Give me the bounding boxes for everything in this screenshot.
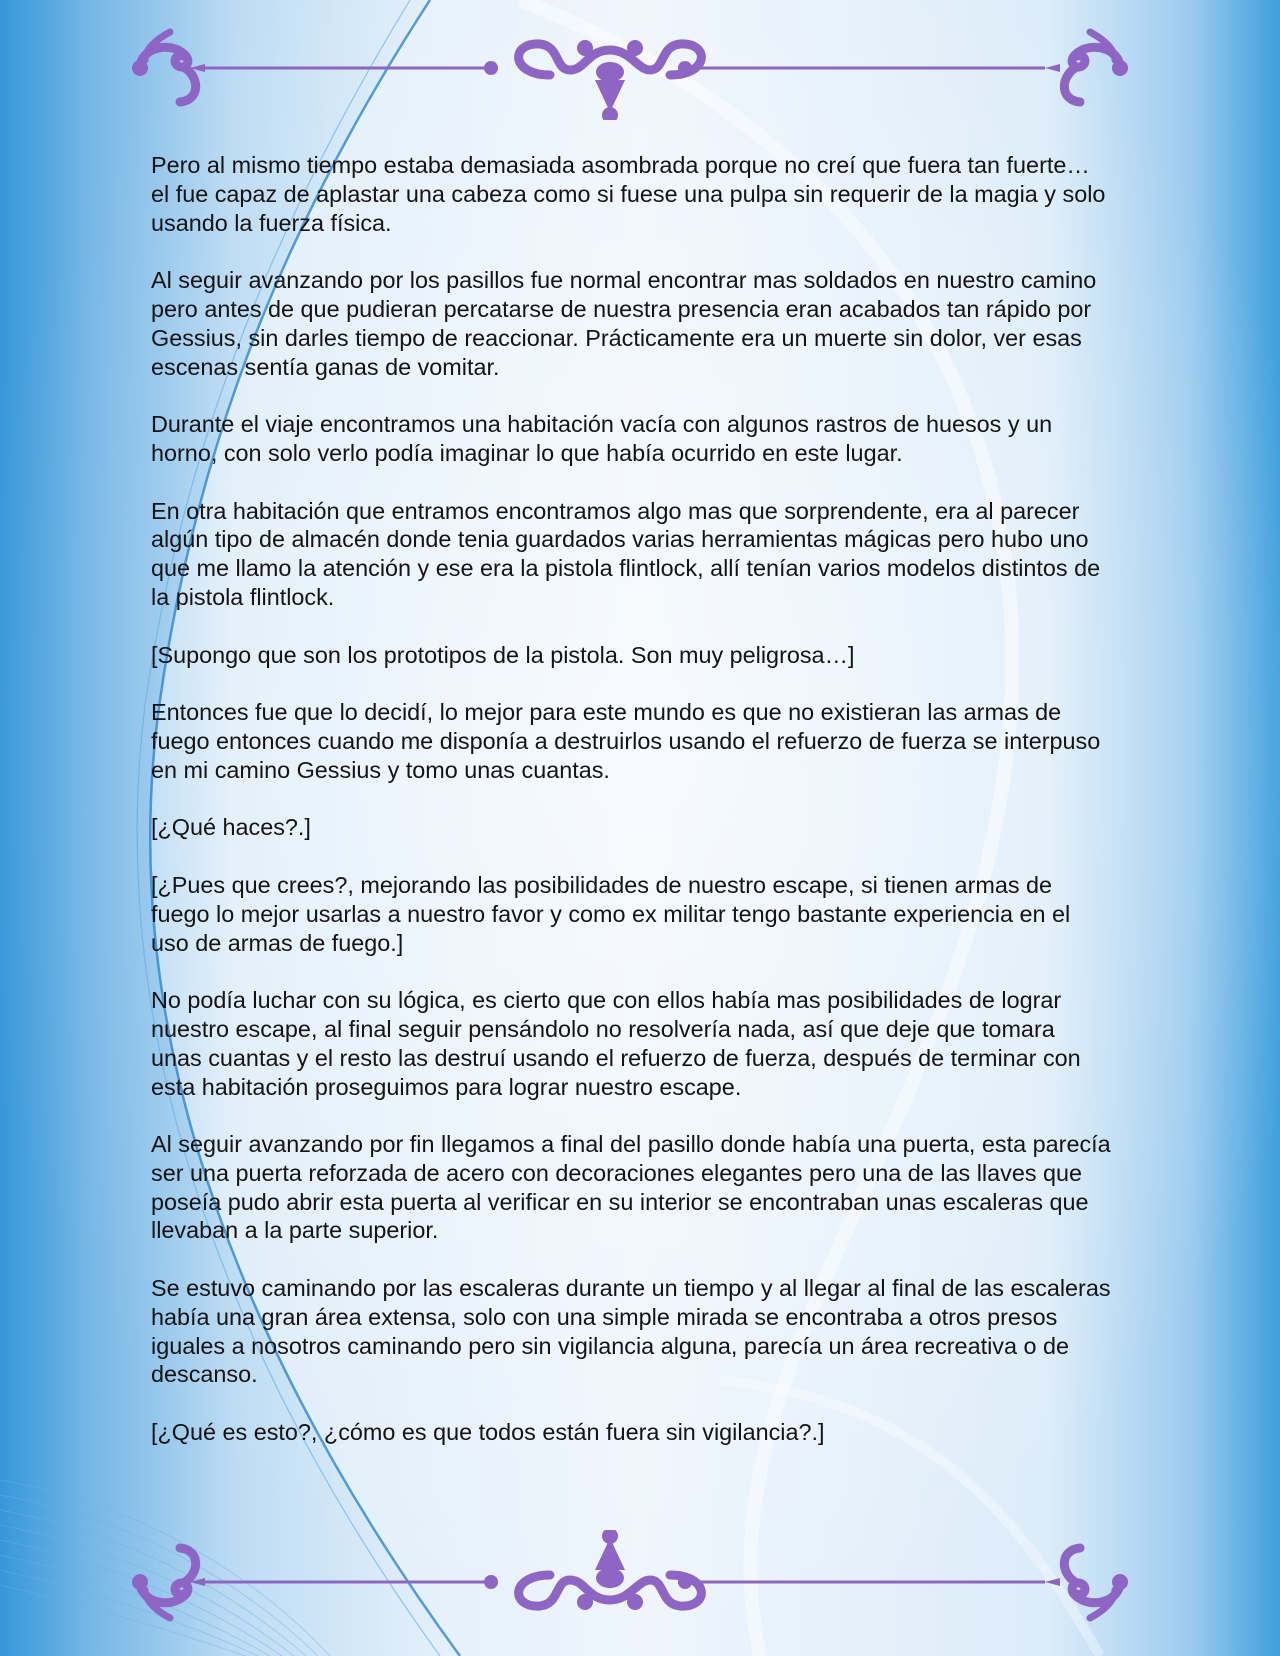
document-text-body <box>151 151 1111 1476</box>
bottom-flourish-divider-icon <box>130 1530 1130 1630</box>
paragraph: [Supongo que son los prototipos de la pistola. Son muy peligrosa…] <box>151 641 855 668</box>
paragraph: Se estuvo caminando por las escaleras durante un tiempo y al llegar al final de las escaleras había una gran área extensa, solo con una simple mirada se encontraba a otros presos iguales a nosotros caminando pero sin vigilancia alguna, parecía un área recreativa o de descanso. <box>151 1275 1111 1388</box>
paragraph: [¿Qué es esto?, ¿cómo es que todos están fuera sin vigilancia?.] <box>151 1419 825 1446</box>
paragraph: Durante el viaje encontramos una habitación vacía con algunos rastros de huesos y un horno, con solo verlo podía imaginar lo que había ocurrido en este lugar. <box>151 411 1053 466</box>
paragraph: No podía luchar con su lógica, es cierto que con ellos había mas posibilidades de lograr nuestro escape, al final seguir pensándolo no resolvería nada, así que deje que tomara unas cuantas y el resto las destruí usando el refuerzo de fuerza, después de terminar con esta habitación proseguimos para lograr nuestro escape. <box>151 987 1081 1100</box>
paragraph: [¿Pues que crees?, mejorando las posibilidades de nuestro escape, si tienen armas de fuego lo mejor usarlas a nuestro favor y como ex militar tengo bastante experiencia en el uso de armas de fuego.] <box>151 871 1071 956</box>
paragraph: [¿Qué haces?.] <box>151 814 311 841</box>
paragraph: En otra habitación que entramos encontramos algo mas que sorprendente, era al parecer algún tipo de almacén donde tenia guardados varias herramientas mágicas pero hubo uno que me llamo la atención y ese era la pistola flintlock, allí tenían varios modelos distintos de la pistola flintlock. <box>151 497 1101 610</box>
top-flourish-divider-icon <box>130 20 1130 120</box>
paragraph: Al seguir avanzando por fin llegamos a final del pasillo donde había una puerta, esta parecía ser una puerta reforzada de acero con decoraciones elegantes pero una de las llaves que poseía pudo abrir esta puerta al verificar en su interior se encontraban unas escaleras que llevaban a la parte superior. <box>151 1131 1111 1244</box>
paragraph: Al seguir avanzando por los pasillos fue normal encontrar mas soldados en nuestro camino pero antes de que pudieran percatarse de nuestra presencia eran acabados tan rápido por Gessius, sin darles tiempo de reaccionar. Prácticamente era un muerte sin dolor, ver esas escenas sentía ganas de vomitar. <box>151 267 1097 380</box>
paragraph: Pero al mismo tiempo estaba demasiada asombrada porque no creí que fuera tan fuerte… el fue capaz de aplastar una cabeza como si fuese una pulpa sin requerir de la magia y solo usando la fuerza física. <box>151 152 1106 236</box>
paragraph: Entonces fue que lo decidí, lo mejor para este mundo es que no existieran las armas de fuego entonces cuando me disponía a destruirlos usando el refuerzo de fuerza se interpuso en mi camino Gessius y tomo unas cuantas. <box>151 699 1101 783</box>
